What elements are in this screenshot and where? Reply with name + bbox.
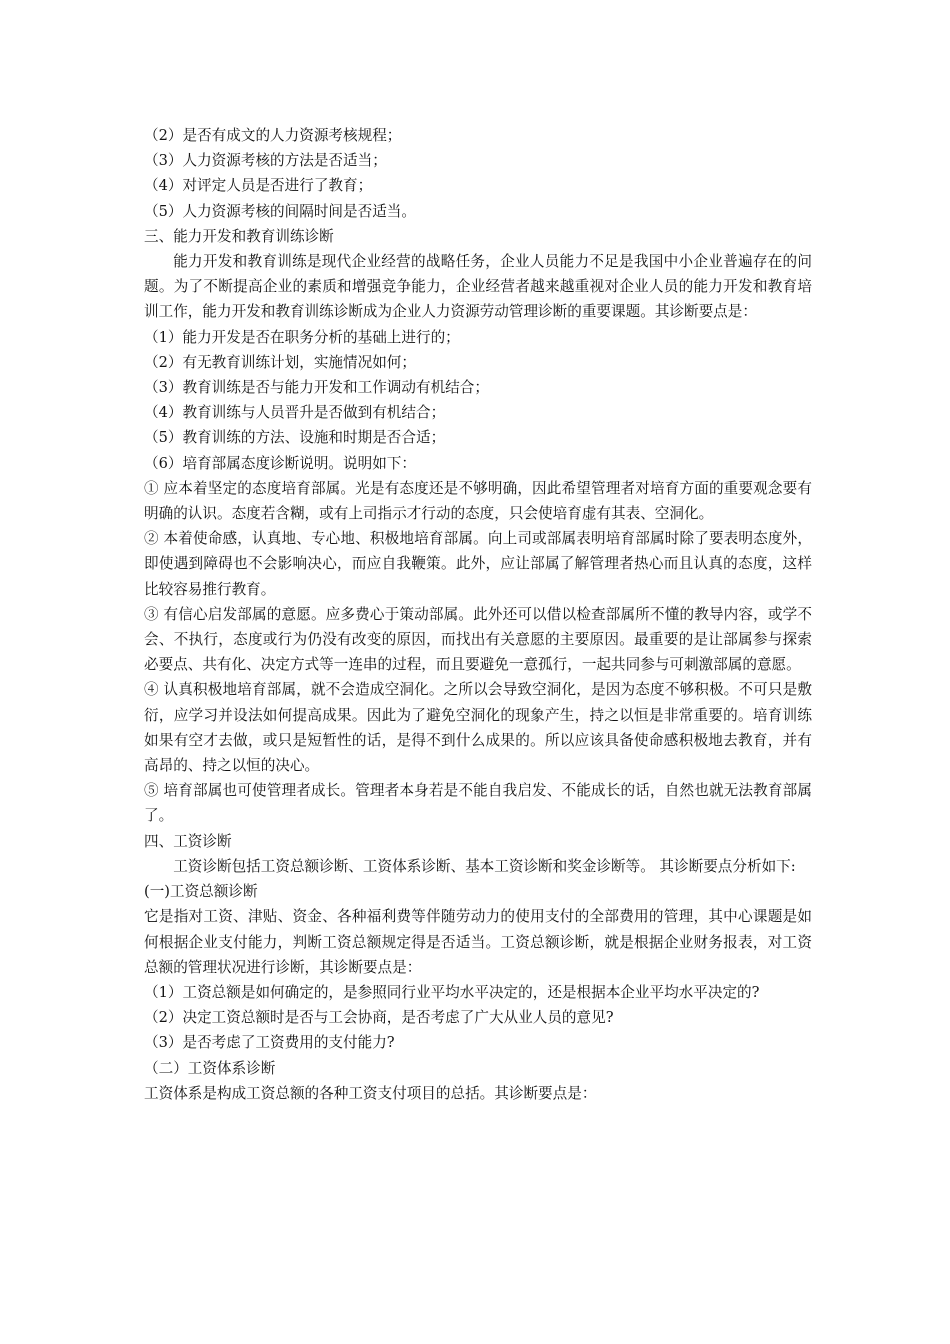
list-item: （3）教育训练是否与能力开发和工作调动有机结合； — [144, 379, 489, 397]
list-item: （6）培育部属态度诊断说明。说明如下： — [144, 454, 416, 472]
paragraph: 工资体系是构成工资总额的各种工资支付项目的总括。其诊断要点是： — [144, 1084, 597, 1102]
numbered-paragraph: ④ 认真积极地培育部属，就不会造成空洞化。之所以会导致空洞化，是因为态度不够积极。不可只是敷衍，应学习并设法如何提高成果。因此为了避免空洞化的现象产生，持之以恒是非常重要的。培育训练如果有空才去做，或只是短暂性的话，是得不到什么成果的。所以应该具备使命感积极地去教育，并有高昂的、持之以恒的决心。 — [144, 681, 812, 775]
numbered-paragraph: ③ 有信心启发部属的意愿。应多费心于策动部属。此外还可以借以检查部属所不懂的教导内容，或学不会、不执行，态度或行为仍没有改变的原因，而找出有关意愿的主要原因。最重要的是让部属参与探索必要点、共有化、决定方式等一连串的过程，而且要避免一意孤行，一起共同参与可刺激部属的意愿。 — [144, 605, 812, 674]
subsection-heading: （二）工资体系诊断 — [144, 1059, 276, 1077]
numbered-paragraph: ① 应本着坚定的态度培育部属。光是有态度还是不够明确，因此希望管理者对培育方面的重要观念要有明确的认识。态度若含糊，或有上司指示才行动的态度，只会使培育虚有其表、空洞化。 — [144, 479, 812, 523]
paragraph: 工资诊断包括工资总额诊断、工资体系诊断、基本工资诊断和奖金诊断等。 其诊断要点分析如下: — [173, 857, 796, 875]
numbered-paragraph: ⑤ 培育部属也可使管理者成长。管理者本身若是不能自我启发、不能成长的话，自然也就无法教育部属了。 — [144, 782, 812, 825]
list-item: （3）是否考虑了工资费用的支付能力? — [144, 1034, 395, 1052]
list-item: （3）人力资源考核的方法是否适当； — [144, 152, 387, 170]
section-heading: 四、工资诊断 — [144, 832, 232, 850]
list-item: （1）工资总额是如何确定的，是参照同行业平均水平决定的，还是根据本企业平均水平决定的? — [144, 983, 760, 1001]
list-item: （2）决定工资总额时是否与工会协商，是否考虑了广大从业人员的意见? — [144, 1009, 614, 1027]
paragraph: 能力开发和教育训练是现代企业经营的战略任务，企业人员能力不足是我国中小企业普遍存在的问题。为了不断提高企业的素质和增强竞争能力，企业经营者越来越重视对企业人员的能力开发和教育培训工作，能力开发和教育训练诊断成为企业人力资源劳动管理诊断的重要课题。其诊断要点是： — [144, 253, 812, 321]
numbered-paragraph: ② 本着使命感，认真地、专心地、积极地培育部属。向上司或部属表明培育部属时除了要表明态度外，即使遇到障碍也不会影响决心，而应自我鞭策。此外，应让部属了解管理者热心而且认真的态度，这样比较容易推行教育。 — [144, 530, 812, 598]
paragraph: 它是指对工资、津贴、资金、各种福利费等伴随劳动力的使用支付的全部费用的管理，其中心课题是如何根据企业支付能力，判断工资总额规定得是否适当。工资总额诊断，就是根据企业财务报表，对工资总额的管理状况进行诊断，其诊断要点是： — [144, 908, 812, 976]
list-item: （5）教育训练的方法、设施和时期是否合适； — [144, 429, 446, 447]
list-item: （2）有无教育训练计划，实施情况如何； — [144, 353, 416, 371]
list-item: （2）是否有成文的人力资源考核规程； — [144, 127, 402, 144]
list-item: （4）教育训练与人员晋升是否做到有机结合； — [144, 404, 446, 422]
document-page — [144, 123, 812, 1106]
list-item: （4）对评定人员是否进行了教育； — [144, 177, 373, 195]
list-item: （5）人力资源考核的间隔时间是否适当。 — [144, 202, 416, 220]
list-item: （1）能力开发是否在职务分析的基础上进行的； — [144, 328, 460, 346]
subsection-heading: (一)工资总额诊断 — [144, 883, 258, 901]
section-heading: 三、能力开发和教育训练诊断 — [144, 227, 334, 245]
